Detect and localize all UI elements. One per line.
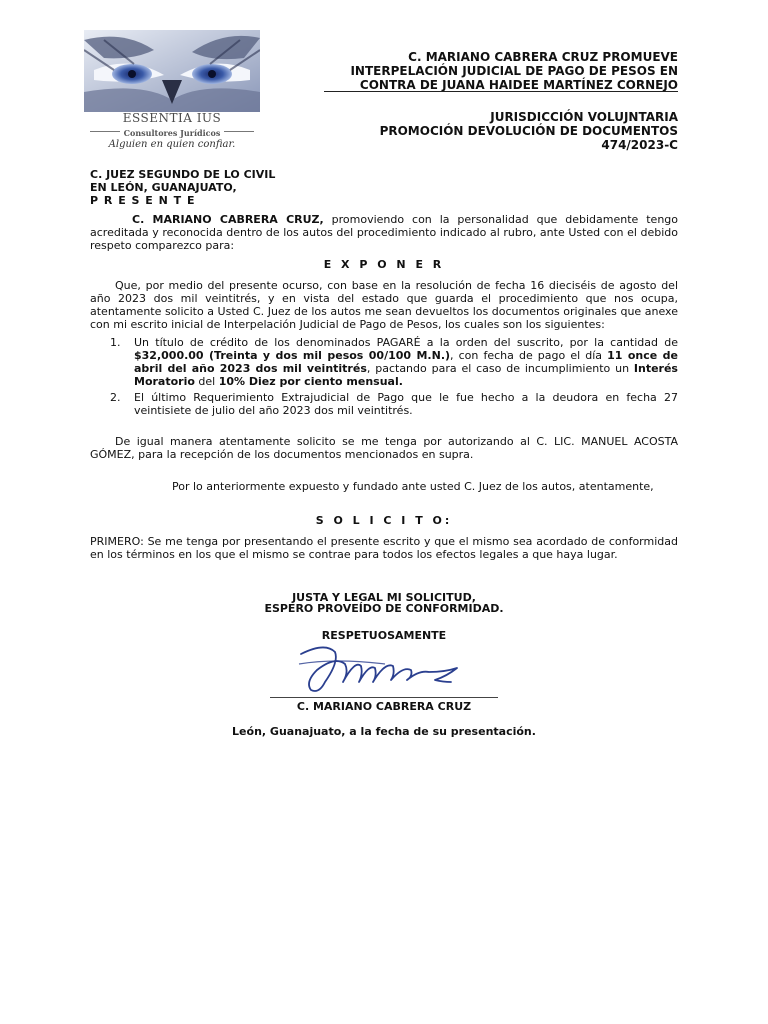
list-item-number: 1. bbox=[110, 336, 121, 349]
signer-name: C. MARIANO CABRERA CRUZ bbox=[296, 700, 472, 713]
espero-proveido-line: ESPERO PROVEÍDO DE CONFORMIDAD. bbox=[264, 602, 504, 615]
file-number: 474/2023-C bbox=[601, 138, 678, 152]
section-heading-exponer: E X P O N E R bbox=[323, 258, 445, 271]
handwritten-signature-icon bbox=[295, 642, 465, 698]
firm-logo bbox=[84, 30, 260, 154]
addressee-line: P R E S E N T E bbox=[90, 194, 196, 207]
signature-rule bbox=[270, 697, 498, 698]
primero-paragraph: PRIMERO: Se me tenga por presentando el presente escrito y que el mismo sea acordado de conformidad en los términos en los que el mismo se contrae para todos los efectos legales a que haya lugar. bbox=[90, 535, 678, 561]
logo-divider bbox=[224, 131, 254, 132]
interest-rate: 10% Diez por ciento mensual. bbox=[218, 375, 403, 388]
addressee-line: C. JUEZ SEGUNDO DE LO CIVIL bbox=[90, 168, 276, 181]
list-item-number: 2. bbox=[110, 391, 121, 404]
list-item bbox=[134, 336, 678, 388]
addressee bbox=[90, 168, 490, 207]
place-date: León, Guanajuato, a la fecha de su presentación. bbox=[232, 725, 536, 738]
item-text: del bbox=[194, 375, 219, 388]
interest-label: Interés Moratorio bbox=[134, 362, 678, 388]
section-heading-solicito: S O L I C I T O: bbox=[315, 514, 453, 527]
jurisdiction: JURISDICCIÓN VOLUJNTARIA bbox=[490, 110, 678, 124]
case-title bbox=[298, 50, 678, 92]
item-text: , pactando para el caso de incumplimiento un bbox=[366, 362, 634, 375]
logo-subtitle: Consultores Jurídicos bbox=[123, 128, 221, 138]
addressee-line: EN LEÓN, GUANAJUATO, bbox=[90, 181, 237, 194]
logo-slogan: Alguien en quien confiar. bbox=[108, 139, 236, 150]
petitioner-name: C. MARIANO CABRERA CRUZ, bbox=[132, 213, 324, 226]
amount: $32,000.00 (Treinta y dos mil pesos 00/100 M.N.) bbox=[134, 349, 451, 362]
item-text: , con fecha de pago el día bbox=[450, 349, 608, 362]
case-title-line: C. MARIANO CABRERA CRUZ PROMUEVE bbox=[408, 50, 678, 64]
case-info bbox=[298, 110, 678, 152]
case-title-line: CONTRA DE JUANA HAIDEE MARTÍNEZ CORNEJO bbox=[359, 78, 678, 92]
owl-eyes-logo-icon bbox=[84, 30, 260, 112]
authorization-paragraph: De igual manera atentamente solicito se me tenga por autorizando al C. LIC. MANUEL ACOSTA GÓMEZ, para la recepción de los documentos mencionados en supra. bbox=[90, 435, 678, 461]
logo-brand-name: ESSENTIA IUS bbox=[122, 111, 222, 125]
payment-date: 11 once de abril del año 2023 dos mil veintitrés bbox=[134, 349, 678, 375]
header-rule bbox=[324, 91, 678, 92]
justa-legal-line: JUSTA Y LEGAL MI SOLICITUD, bbox=[292, 591, 476, 604]
item-text: Un título de crédito de los denominados PAGARÉ a la orden del suscrito, por la cantidad de bbox=[134, 336, 678, 349]
intro-paragraph bbox=[90, 213, 678, 252]
closing-line: Por lo anteriormente expuesto y fundado ante usted C. Juez de los autos, atentamente, bbox=[172, 480, 654, 493]
intro-text: promoviendo con la personalidad que debidamente tengo acreditada y reconocida dentro de los autos del procedimiento indicado al rubro, ante Usted con el debido respeto comparezco para: bbox=[90, 213, 678, 252]
respetuosamente: RESPETUOSAMENTE bbox=[321, 629, 447, 642]
promotion-type: PROMOCIÓN DEVOLUCIÓN DE DOCUMENTOS bbox=[379, 124, 678, 138]
list-item: El último Requerimiento Extrajudicial de Pago que le fue hecho a la deudora en fecha 27 veintisiete de julio del año 2023 dos mil veintitrés. bbox=[134, 391, 678, 417]
exponer-paragraph: Que, por medio del presente ocurso, con base en la resolución de fecha 16 dieciséis de agosto del año 2023 dos mil veintitrés, y en vista del estado que guarda el procedimiento que nos ocupa, atentamente solicito a Usted C. Juez de los autos me sean devueltos los documentos originales que anexe con mi escrito inicial de Interpelación Judicial de Pago de Pesos, los cuales son los siguientes: bbox=[90, 279, 678, 331]
case-title-line: INTERPELACIÓN JUDICIAL DE PAGO DE PESOS EN bbox=[350, 64, 678, 78]
